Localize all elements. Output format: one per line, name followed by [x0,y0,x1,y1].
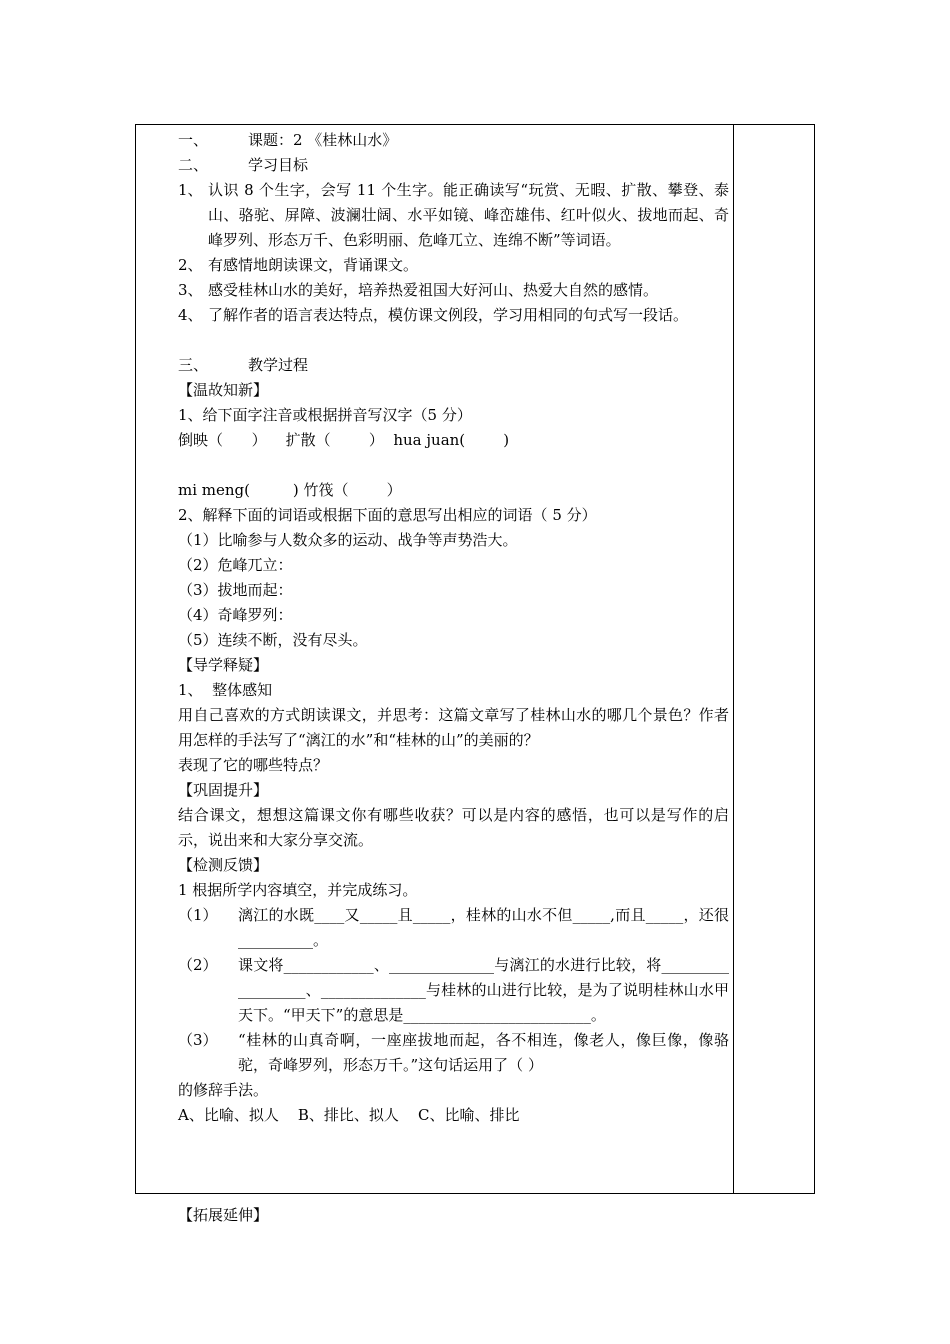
feedback-item: （1） 漓江的水既____又_____且_____，桂林的山水不但_____,而且_____，还很__________。 [178,906,729,949]
review-q2-item: （3）拔地而起： [178,581,293,599]
consolidate-heading: 【巩固提升】 [178,781,269,799]
document-table [135,124,815,1224]
guide-heading: 【导学释疑】 [178,656,269,674]
consolidate-paragraph: 结合课文，想想这篇课文你有哪些收获？可以是内容的感悟，也可以是写作的启示，说出来和大家分享交流。 [178,806,729,849]
feedback-options: A、比喻、拟人 B、排比、拟人 C、比喻、排比 [178,1106,520,1124]
review-q2-item: （5）连续不断，没有尽头。 [178,631,368,649]
review-heading: 【温故知新】 [178,381,269,399]
section-objectives-heading: 二、 学习目标 [178,156,309,174]
guide-paragraph: 用自己喜欢的方式朗读课文，并思考：这篇文章写了桂林山水的哪几个景色？作者用怎样的手法写了“漓江的水”和“桂林的山”的美丽的？ [178,706,729,749]
review-question-1: 1、给下面字注音或根据拼音写汉字（5 分） [178,406,472,424]
feedback-item: （3） “桂林的山真奇啊，一座座拔地而起，各不相连，像老人，像巨像，像骆驼，奇峰罗列，形态万千。”这句话运用了（ ） [178,1031,729,1074]
review-q2-item: （2）危峰兀立： [178,556,293,574]
table-column-divider [733,125,734,1193]
review-q1-line-2: mi meng( ) 竹筏（ ） [178,481,402,499]
review-q1-line-1: 倒映（ ） 扩散（ ） hua juan( ) [178,431,510,449]
feedback-item: （2） 课文将____________、______________与漓江的水进行比较，将__________________、______________与桂林的山进行比较，是为了说明桂林山水甲天下。“甲天下”的意思是_________________________。 [178,956,729,1024]
review-q2-item: （4）奇峰罗列： [178,606,293,624]
guide-subheading: 1、 整体感知 [178,681,273,699]
lesson-content [178,128,729,1228]
feedback-heading: 【检测反馈】 [178,856,269,874]
guide-paragraph-2: 表现了它的哪些特点？ [178,756,329,774]
feedback-tail: 的修辞手法。 [178,1081,269,1099]
objective-item: 2、 有感情地朗读课文，背诵课文。 [178,256,419,274]
review-q2-item: （1）比喻参与人数众多的运动、战争等声势浩大。 [178,531,518,549]
feedback-intro: 1 根据所学内容填空，并完成练习。 [178,881,418,899]
section-title: 一、 课题：2 《桂林山水》 [178,131,398,149]
review-question-2: 2、解释下面的词语或根据下面的意思写出相应的词语（ 5 分） [178,506,597,524]
extend-heading: 【拓展延伸】 [178,1206,269,1224]
objective-item: 4、 了解作者的语言表达特点，模仿课文例段，学习用相同的句式写一段话。 [178,306,689,324]
objective-item: 1、 认识 8 个生字，会写 11 个生字。能正确读写“玩赏、无暇、扩散、攀登、泰山、骆驼、屏障、波澜壮阔、水平如镜、峰峦雄伟、红叶似火、拔地而起、奇峰罗列、形态万千、色彩明丽、危峰兀立、连绵不断”等词语。 [178,181,729,249]
section-process-heading: 三、 教学过程 [178,356,309,374]
objective-item: 3、 感受桂林山水的美好，培养热爱祖国大好河山、热爱大自然的感情。 [178,281,659,299]
